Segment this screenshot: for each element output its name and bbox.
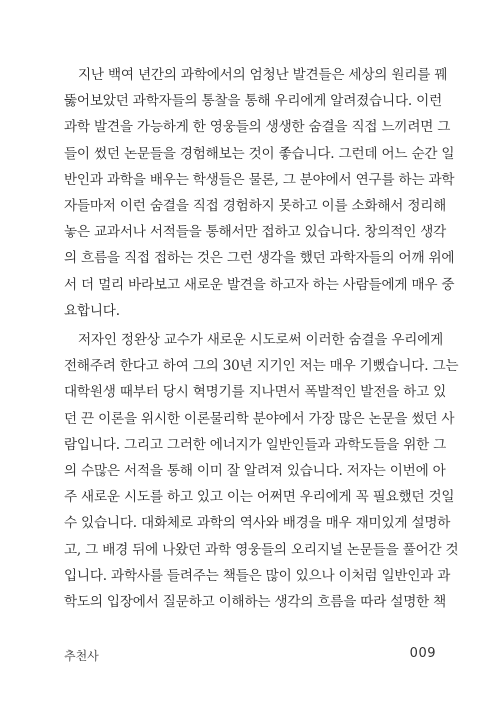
paragraph-line: 주 새로운 시도를 하고 있고 이는 어쩌면 우리에게 꼭 필요했던 것일 — [64, 489, 455, 506]
paragraph-line: 던 끈 이론을 위시한 이론물리학 분야에서 가장 많은 논문을 썼던 사 — [64, 410, 455, 427]
paragraph-line: 놓은 교과서나 서적들을 통해서만 접하고 있습니다. 창의적인 생각 — [64, 224, 447, 241]
page-number: 009 — [409, 646, 436, 661]
paragraph-line: 뚫어보았던 과학자들의 통찰을 통해 우리에게 알려졌습니다. 이런 — [64, 93, 442, 110]
paragraph-line: 자들마저 이런 숨결을 직접 경험하지 못하고 이를 소화해서 정리해 — [64, 197, 447, 214]
paragraph-line: 학도의 입장에서 질문하고 이해하는 생각의 흐름을 따라 설명한 책 — [64, 593, 447, 610]
paragraph-line: 대학원생 때부터 당시 혁명기를 지나면서 폭발적인 발전을 하고 있 — [64, 384, 447, 401]
paragraph-line: 과학 발견을 가능하게 한 영웅들의 생생한 숨결을 직접 느끼려면 그 — [64, 119, 451, 136]
paragraph-line: 수 있습니다. 대화체로 과학의 역사와 배경을 매우 재미있게 설명하 — [64, 515, 451, 532]
paragraph-line: 람입니다. 그리고 그러한 에너지가 일반인들과 과학도들을 위한 그 — [64, 436, 447, 453]
paragraph-1 — [64, 62, 455, 324]
paragraph-line: 입니다. 과학사를 들려주는 책들은 많이 있으나 이처럼 일반인과 과 — [64, 567, 451, 584]
paragraph-line: 들이 썼던 논문들을 경험해보는 것이 좋습니다. 그런데 어느 순간 일 — [64, 145, 455, 162]
paragraph-line: 의 수많은 서적을 통해 이미 잘 알려져 있습니다. 저자는 이번에 아 — [64, 462, 446, 479]
paragraph-line: 고, 그 배경 뒤에 나왔던 과학 영웅들의 오리지널 논문들을 풀어간 것 — [64, 541, 459, 558]
paragraph-line: 서 더 멀리 바라보고 새로운 발견을 하고자 하는 사람들에게 매우 중 — [64, 276, 455, 293]
paragraph-line: 지난 백여 년간의 과학에서의 엄청난 발견들은 세상의 원리를 꿰 — [78, 67, 448, 83]
paragraph-line: 저자인 정완상 교수가 새로운 시도로써 이러한 숨결을 우리에게 — [78, 332, 444, 348]
paragraph-line: 반인과 과학을 배우는 학생들은 물론, 그 분야에서 연구를 하는 과학 — [64, 171, 455, 188]
running-footer-title: 추천사 — [64, 649, 99, 663]
paragraph-line: 의 흐름을 직접 접하는 것은 그런 생각을 했던 과학자들의 어깨 위에 — [64, 250, 455, 267]
paragraph-line: 요합니다. — [64, 302, 120, 319]
paragraph-line: 전해주려 한다고 하여 그의 30년 지기인 저는 매우 기뻤습니다. 그는 — [64, 358, 459, 375]
paragraph-2 — [64, 327, 459, 615]
